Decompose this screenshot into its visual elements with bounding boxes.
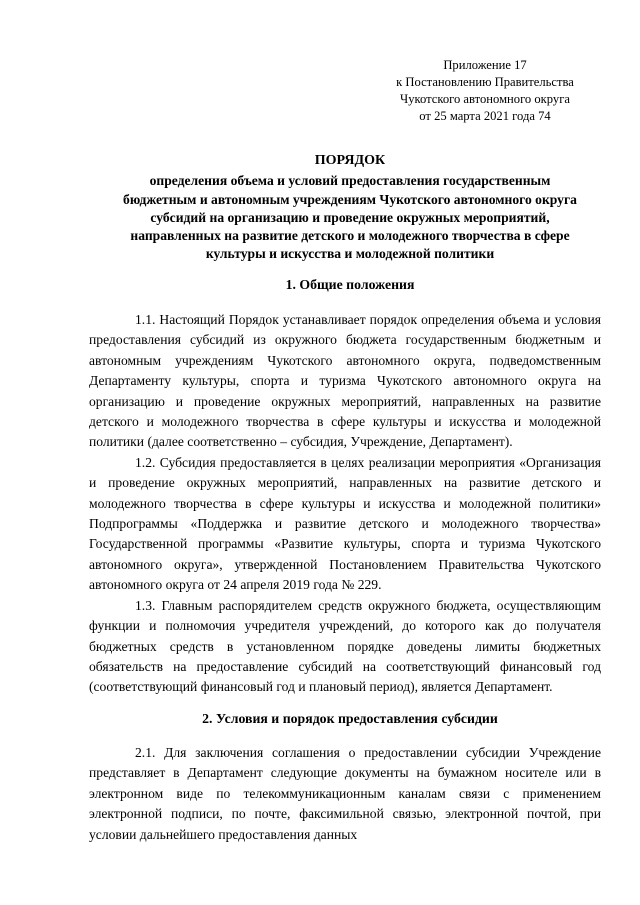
title-main: ПОРЯДОК (314, 153, 386, 168)
paragraph-1-1: 1.1. Настоящий Порядок устанавливает порядок определения объема и условия предоставления субсидий из окружного бюджета государственным бюджетным и автономным учреждениям Чукотского автономного округа, подведомственным Департаменту культуры, спорта и туризма Чукотского автономного округа на организацию и проведение окружных мероприятий, направленных на развитие детского и молодежного творчества в сфере культуры и искусства и молодежной политики (далее соответственно – субсидия, Учреждение, Департамент). (89, 312, 601, 450)
paragraph-1-2: 1.2. Субсидия предоставляется в целях реализации мероприятия «Организация и проведение окружных мероприятий, направленных на развитие детского и молодежного творчества в сфере культуры и искусства и молодежной политики» Подпрограммы «Поддержка и развитие детского и молодежного творчества» Государственной программы «Развитие культуры, спорта и туризма Чукотского автономного округа», утвержденной Постановлением Правительства Чукотского автономного округа от 24 апреля 2019 года № 229. (89, 454, 601, 593)
section-2-body (89, 743, 601, 845)
document-title (80, 152, 620, 264)
section-1-body (89, 310, 601, 698)
title-line: направленных на развитие детского и молодежного творчества в сфере (130, 228, 570, 244)
title-line: бюджетным и автономным учреждениям Чукотского автономного округа (123, 191, 577, 207)
section-1-heading: 1. Общие положения (285, 277, 415, 292)
title-line: субсидий на организацию и проведение окружных мероприятий, (150, 209, 550, 225)
appendix-resolution-ref: к Постановлению Правительства (396, 75, 574, 89)
paragraph-1-3: 1.3. Главным распорядителем средств окружного бюджета, осуществляющим функции и полномочия учредителя учреждений, до которого как до получателя бюджетных средств в установленном порядке доведены лимиты бюджетных обязательств на предоставление субсидий на соответствующий финансовый год (соответствующий финансовый год и плановый период), является Департамент. (89, 597, 601, 695)
paragraph-2-1: 2.1. Для заключения соглашения о предоставлении субсидии Учреждение представляет в Департамент следующие документы на бумажном носителе или в электронном виде по телекоммуникационным каналам связи с применением электронной подписи, по почте, факсимильной связью, электронной почтой, при условии дальнейшего предоставления данных (89, 745, 601, 842)
appendix-date: от 25 марта 2021 года 74 (419, 109, 551, 123)
appendix-region: Чукотского автономного округа (400, 92, 570, 106)
appendix-number: Приложение 17 (443, 58, 527, 72)
title-line: определения объема и условий предоставления государственным (149, 173, 551, 189)
title-line: культуры и искусства и молодежной политики (205, 246, 495, 262)
appendix-header (385, 57, 585, 125)
section-2-heading: 2. Условия и порядок предоставления субсидии (202, 711, 498, 726)
